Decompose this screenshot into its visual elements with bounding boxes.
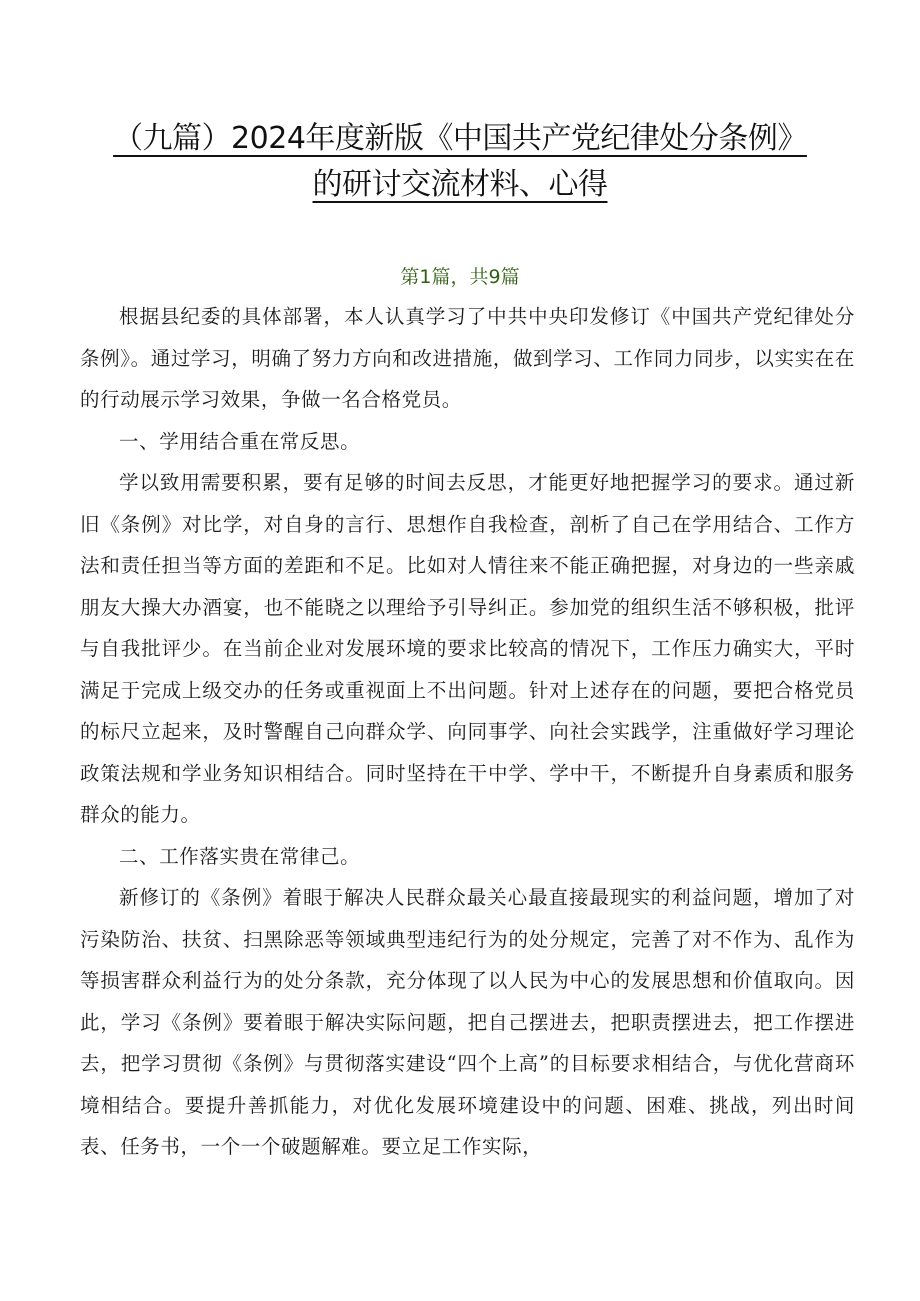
- body-text: [80, 296, 855, 1168]
- title-line-2: 的研讨交流材料、心得: [312, 167, 608, 202]
- part-label: 第1篇，共9篇: [400, 266, 520, 288]
- section-heading-2: 二、工作落实贵在常律己。: [119, 844, 361, 868]
- document-title: [60, 116, 860, 208]
- paragraph-intro: 根据县纪委的具体部署，本人认真学习了中共中央印发修订《中国共产党纪律处分条例》。通过学习，明确了努力方向和改进措施，做到学习、工作同力同步，以实实在在的行动展示学习效果，争做一名合格党员。: [80, 305, 855, 411]
- title-line-1: （九篇）2024年度新版《中国共产党纪律处分条例》: [113, 121, 807, 156]
- paragraph-section-1: 学以致用需要积累，要有足够的时间去反思，才能更好地把握学习的要求。通过新旧《条例》对比学，对自身的言行、思想作自我检查，剖析了自己在学用结合、工作方法和责任担当等方面的差距和不足。比如对人情往来不能正确把握，对身边的一些亲戚朋友大操大办酒宴，也不能晓之以理给予引导纠正。参加党的组织生活不够积极，批评与自我批评少。在当前企业对发展环境的要求比较高的情况下，工作压力确实大，平时满足于完成上级交办的任务或重视面上不出问题。针对上述存在的问题，要把合格党员的标尺立起来，及时警醒自己向群众学、向同事学、向社会实践学，注重做好学习理论政策法规和学业务知识相结合。同时坚持在干中学、学中干，不断提升自身素质和服务群众的能力。: [80, 471, 855, 826]
- paragraph-section-2: 新修订的《条例》着眼于解决人民群众最关心最直接最现实的利益问题，增加了对污染防治、扶贫、扫黑除恶等领域典型违纪行为的处分规定，完善了对不作为、乱作为等损害群众利益行为的处分条款，充分体现了以人民为中心的发展思想和价值取向。因此，学习《条例》要着眼于解决实际问题，把自己摆进去，把职责摆进去，把工作摆进去，把学习贯彻《条例》与贯彻落实建设“四个上高”的目标要求相结合，与优化营商环境相结合。要提升善抓能力，对优化发展环境建设中的问题、困难、挑战，列出时间表、任务书，一个一个破题解难。要立足工作实际，: [80, 886, 855, 1158]
- section-heading-1: 一、学用结合重在常反思。: [119, 429, 361, 453]
